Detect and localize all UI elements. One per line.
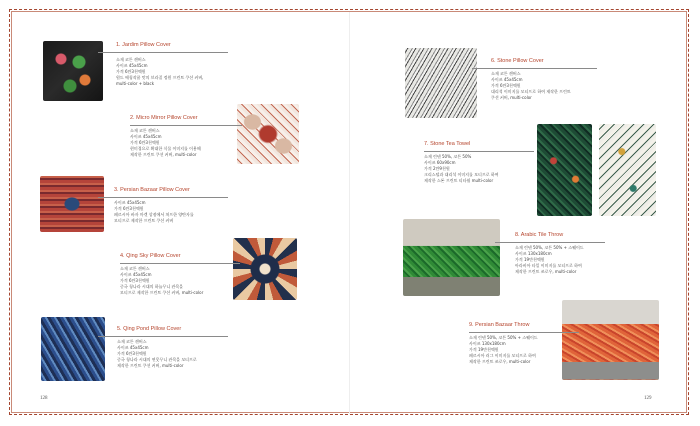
product-details: 소재 코튼 캔버스 사이즈 45x45cm 가격 6만3천엑원 현미경으로 확대한 식물 이미지를 이용해 제작한 프린트 쿠션 커버, multi-color	[130, 128, 201, 157]
product-title: 3. Persian Bazaar Pillow Cover	[114, 187, 190, 193]
right-page	[352, 14, 686, 412]
product-details: 소재 코튼 캔버스 사이즈 45x45cm 가격 6만3천엑원 중국 청나라 시대의 연못무니 관목을 모티프로 제작한 프린트 쿠션 커버, multi-color	[117, 339, 197, 368]
product-details: 소재 린넨 50%, 코튼 50% 사이즈 60x90cm 가격 2만9천원 크리스털과 대리석 이미지를 모티프로 하여 제작한 스톤 프린트 티타월 multi-color	[424, 154, 499, 183]
leader-line	[495, 242, 605, 243]
leader-line	[98, 197, 228, 198]
page-number: 129	[644, 396, 652, 401]
leader-line	[98, 336, 228, 337]
stone-tea-towel-image-1	[537, 124, 592, 216]
leader-line	[98, 52, 228, 53]
page-number: 128	[40, 396, 48, 401]
persian-bazaar-throw-image	[562, 300, 659, 380]
product-title: 1. Jardim Pillow Cover	[116, 42, 171, 48]
product-title: 5. Qing Pond Pillow Cover	[117, 326, 182, 332]
qing-sky-pillow-image	[233, 238, 297, 300]
leader-line	[424, 151, 534, 152]
spread-gutter	[349, 12, 350, 414]
qing-pond-pillow-image	[41, 317, 105, 381]
arabic-tile-throw-image	[403, 219, 500, 296]
stone-pillow-image	[405, 48, 477, 118]
product-details: 사이즈 45x45cm 가격 6만3천엑원 페르시아 바자 마켓 상점에서 처프한 양탄자를 모티프로 제작한 프린트 쿠션 커버	[114, 200, 194, 223]
leader-line	[469, 332, 579, 333]
product-details: 소재 코튼 캔버스 사이즈 45x45cm 가격 6만3천엑원 원드 에칭작품 맛의 브라질 정원 프린트 쿠션 커버, multi-color + black	[116, 57, 204, 86]
product-title: 4. Qing Sky Pillow Cover	[120, 253, 181, 259]
stone-tea-towel-image-2	[599, 124, 656, 216]
product-title: 6. Stone Pillow Cover	[491, 58, 544, 64]
product-title: 9. Persian Bazaar Throw	[469, 322, 530, 328]
micro-mirror-pillow-image	[237, 104, 299, 164]
left-page	[13, 14, 349, 412]
persian-bazaar-pillow-image	[40, 176, 104, 232]
product-title: 2. Micro Mirror Pillow Cover	[130, 115, 198, 121]
leader-line	[472, 68, 597, 69]
product-details: 소재 린넨 50%, 코튼 50% + 스웨이드 사이즈 130x180cm 가격 19만천엑원 아라비아 타일 이미지를 모티프로 하여 제작한 프린트 쓰로우, multi-color	[515, 245, 584, 274]
product-details: 소재 린넨 50%, 코튼 50% + 스웨이드 사이즈 130x180cm 가격 19만천엑원 페르시아 러그 이미지를 모티프로 하여 제작한 프린트 쓰로우, multi-color	[469, 335, 538, 364]
product-details: 소재 코튼 캔버스 사이즈 45x45cm 가격 6만3천엑원 중국 청나라 시대의 하늘무니 관목을 모티프로 제작한 프린트 쿠션 커버, multi-color	[120, 266, 204, 295]
leader-line	[130, 125, 242, 126]
product-title: 8. Arabic Tile Throw	[515, 232, 564, 238]
product-title: 7. Stone Tea Towel	[424, 141, 471, 147]
product-details: 소재 코튼 캔버스 사이즈 45x45cm 가격 6만3천엑원 대리석 이미지를 모티프로 하여 제작한 프린트 쿠션 커버, multi-color	[491, 71, 571, 100]
leader-line	[120, 263, 240, 264]
jardim-pillow-image	[43, 41, 103, 101]
